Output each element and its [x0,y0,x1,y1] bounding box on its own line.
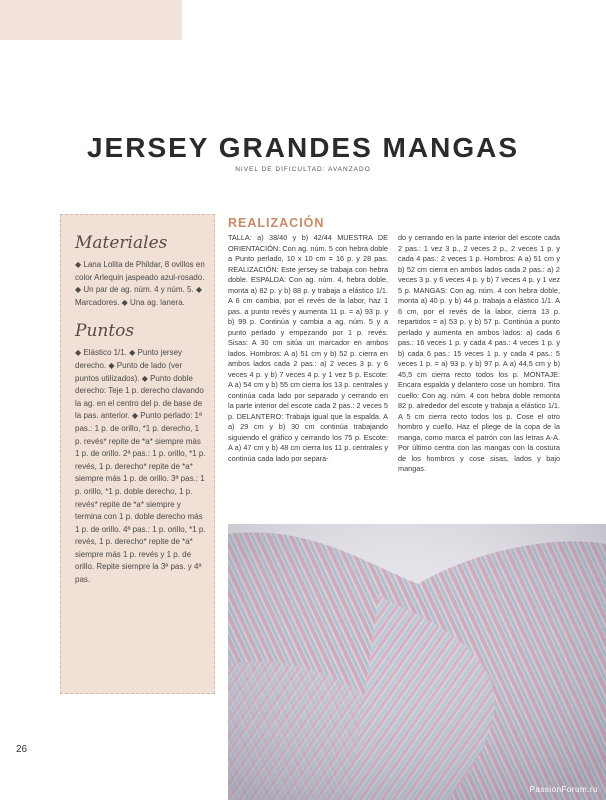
page-title: JERSEY GRANDES MANGAS [86,132,519,163]
instructions-column-1: TALLA: a) 38/40 y b) 42/44 MUESTRA DE ORIENTACIÓN: Con ag. núm. 5 con hebra doble a Punto perlado, 10 x 10 cm = 16 p. y 28 pas. REALIZACIÓN: Este jersey se trabaja con hebra doble. ESPALDA: Con ag. núm. 4, hebra doble, monta a) 82 p. y b) 88 p. y trabaja a elástico 1/1. A 6 cm cambia, por el revés de la labor, haz 1 pas. a punto revés y aumenta 11 p. = a) 93 p. y b) 99 p. Continúa y cambia a ag. núm. 5 y a punto perlado y empezando por 1 p. revés. Sisas: A 30 cm sitúa un marcador en ambos lados. Hombros: A a) 51 cm y b) 52 p. cierra en ambos lados cada 2 pas.: a) 2 veces 3 p. y 6 veces 4 p. y b) 7 veces 4 p. y 1 vez 5 p. Escote: A a) 54 cm y b) 55 cm cierra los 13 p. centrales y continúa cada lado por separado y cerrando en la parte interior del escote cada 2 pas.: 2 veces 5 p. DELANTERO: Trabaja igual que la espalda. A a) 29 cm y b) 30 cm continúa trabajando siguiendo el gráfico y cerrando los 75 p. Escote: A a) 47 cm y b) 48 cm cierra los 11 p. centrales y continúa cada lado por separa- [228,233,388,463]
instructions-column-2: do y cerrando en la parte interior del escote cada 2 pas.: 1 vez 3 p., 2 veces 2 p., 2 veces 1 p. y cada 4 pas.: 2 veces 1 p. Hombros: A a) 51 cm y b) 52 cm cierra en ambos lados cada 2 pas.: a) 2 veces 3 p. y 6 veces 4 p. y b) 7 veces 4 p. y 1 vez 5 p. MANGAS: Con ag. núm. 4 con hebra doble, monta a) 40 p. y b) 44 p. trabaja a elástico 1/1. A 6 cm, por el revés de la labor, cierra 13 p. repartidos = a) 53 p. y b) 57 p. Continúa a punto perlado y aumenta en ambos lados: a) cada 6 pas.: 16 veces 1 p. y cada 4 pas.: 4 veces 1 p. y b) cada 6 pas.: 15 veces 1 p. y cada 4 pas.: 5 veces 1 p. = a) 93 p. y b) 97 p. A a) 44,5 cm y b) 45,5 cm cierra recto todos los p. MONTAJE: Encara espalda y delantero cose un hombro. Tira cuello: Con ag. núm. 4 con hebra doble remonta 82 p. alrededor del escote y trabaja a elástico 1/1. A 5 cm cierra recto todos los p. Cose el otro hombro y cuello. Haz el pliege de la copa de la manga, como marca el patrón con las letras A-A. Por último centra con las mangas con la costura de los hombros y cose sisas, lados y bajo mangas. [398,233,560,473]
materials-sidebar [60,214,215,694]
page-number: 26 [16,744,28,755]
materiales-text: ◆ Lana Lolita de Phildar, 8 ovillos en color Arlequin jaspeado azul-rosado. ◆ Un par de ag. núm. 4 y núm. 5. ◆ Marcadores. ◆ Una ag. lanera. [75,260,205,307]
top-tab-decoration [0,0,182,40]
puntos-text: ◆ Elástico 1/1. ◆ Punto jersey derecho. ◆ Punto de lado (ver puntos utilizados). ◆ Punto doble derecho: Teje 1 p. derecho clavando la ag. en el centro del p. de base de la pas. anterior. ◆ Punto perlado: 1ª pas.: 1 p. de orillo, *1 p. derecho, 1 p. revés* repite de *a* siempre más 1 p. de orillo. 2ª pas.: 1 p. orillo, *1 p. revés, 1 p. derecho* repite de *a* siempre más 1 p. de orillo. 3ª pas.: 1 p. orillo, *1 p. doble derecho, 1 p. revés* repite de *a* siempre y termina con 1 p. doble derecho más 1 p. de orillo. 4ª pas.: 1 p. orillo, *1 p. revés, 1 p. derecho* repite de *a* siempre más 1 p. revés y 1 p. de orillo. Repite siempre la 3ª pas. y 4ª pas. [75,348,206,585]
materiales-heading: Materiales [75,233,168,253]
watermark: PassionForum.ru [529,785,598,794]
puntos-heading: Puntos [75,321,135,342]
realizacion-heading: REALIZACIÓN [228,216,325,230]
knit-sweater-photo [228,524,606,800]
difficulty-level: NIVEL DE DIFICULTAD: AVANZADO [235,166,371,173]
